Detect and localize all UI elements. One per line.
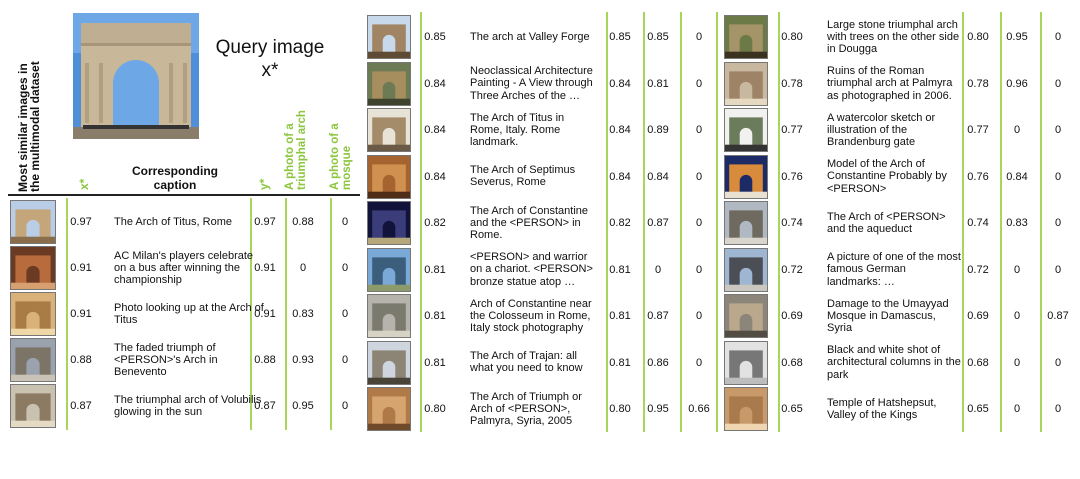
result-thumbnail bbox=[10, 200, 56, 244]
mosque-score: 0 bbox=[1054, 77, 1062, 90]
caption-text: The faded triumph of <PERSON>'s Arch in Benevento bbox=[114, 341, 218, 379]
mosque-score: 0 bbox=[695, 31, 703, 43]
y-star-score: 0.77 bbox=[967, 124, 989, 136]
separator bbox=[643, 12, 645, 432]
header-triumphal-line2: triumphal arch bbox=[296, 110, 308, 190]
triumphal-arch-score: 0 bbox=[1013, 310, 1021, 322]
caption-text: Model of the Arch of Constantine Probably by <PERSON> bbox=[827, 158, 947, 195]
triumphal-arch-score: 0 bbox=[1013, 356, 1021, 369]
header-most-similar-line1: Most similar images in bbox=[16, 63, 30, 192]
header-caption-line1: Corresponding bbox=[132, 164, 218, 178]
mosque-score: 0 bbox=[695, 170, 703, 183]
triumphal-arch-score: 0 bbox=[654, 263, 662, 276]
caption-text: The Arch of Titus, Rome bbox=[114, 216, 232, 228]
header-most-similar bbox=[17, 61, 41, 192]
caption-text: Damage to the Umayyad Mosque in Damascus, Syria bbox=[827, 297, 949, 335]
result-thumbnail bbox=[367, 294, 411, 338]
mosque-score: 0 bbox=[341, 354, 349, 366]
triumphal-arch-score: 0.85 bbox=[647, 31, 669, 43]
x-star-score: 0.84 bbox=[424, 124, 446, 136]
triumphal-arch-score: 0 bbox=[1013, 403, 1021, 415]
y-star-score: 0.97 bbox=[254, 216, 276, 228]
x-star-score: 0.85 bbox=[424, 31, 446, 43]
triumphal-arch-score: 0.87 bbox=[647, 310, 669, 322]
separator bbox=[606, 12, 608, 432]
y-star-score: 0.69 bbox=[967, 310, 989, 322]
caption-text: Ruins of the Roman triumphal arch at Palmyra as photographed in 2006. bbox=[827, 65, 953, 102]
header-rule bbox=[8, 194, 360, 196]
mosque-score: 0.66 bbox=[688, 403, 710, 415]
y-star-score: 0.81 bbox=[609, 356, 631, 369]
separator bbox=[778, 12, 780, 432]
result-thumbnail bbox=[367, 15, 411, 59]
query-title-line2: x* bbox=[261, 60, 279, 81]
caption-text: <PERSON> and warrior on a chariot. <PERSON> bronze statue atop … bbox=[470, 251, 593, 288]
mosque-score: 0 bbox=[1054, 403, 1062, 415]
result-thumbnail bbox=[367, 387, 411, 431]
x-star-score: 0.84 bbox=[424, 170, 446, 183]
caption-text: Neoclassical Architecture Painting - A View through Three Arches of the … bbox=[470, 65, 593, 102]
mosque-score: 0 bbox=[341, 262, 349, 274]
caption-text: The Arch of Septimus Severus, Rome bbox=[470, 164, 576, 189]
y-star-score: 0.84 bbox=[609, 124, 631, 136]
mosque-score: 0 bbox=[1054, 356, 1062, 369]
result-thumbnail bbox=[367, 155, 411, 199]
x-star-score: 0.97 bbox=[70, 216, 92, 228]
x-star-score: 0.80 bbox=[781, 31, 803, 43]
triumphal-arch-score: 0.86 bbox=[647, 356, 669, 369]
mosque-score: 0 bbox=[1054, 170, 1062, 183]
mosque-score: 0 bbox=[341, 400, 349, 412]
result-thumbnail bbox=[367, 108, 411, 152]
result-thumbnail bbox=[367, 248, 411, 292]
mosque-score: 0 bbox=[695, 310, 703, 322]
x-star-score: 0.72 bbox=[781, 263, 803, 276]
y-star-score: 0.82 bbox=[609, 217, 631, 229]
triumphal-arch-score: 0.83 bbox=[292, 308, 314, 320]
x-star-score: 0.69 bbox=[781, 310, 803, 322]
result-thumbnail bbox=[10, 384, 56, 428]
y-star-score: 0.76 bbox=[967, 170, 989, 183]
x-star-score: 0.65 bbox=[781, 403, 803, 415]
triumphal-arch-score: 0 bbox=[299, 262, 307, 274]
result-thumbnail bbox=[367, 201, 411, 245]
y-star-score: 0.85 bbox=[609, 31, 631, 43]
header-triumphal-arch bbox=[284, 110, 308, 190]
y-star-score: 0.88 bbox=[254, 354, 276, 366]
x-star-score: 0.68 bbox=[781, 356, 803, 369]
x-star-score: 0.84 bbox=[424, 77, 446, 90]
header-mosque bbox=[329, 123, 353, 190]
x-star-score: 0.91 bbox=[70, 262, 92, 274]
result-thumbnail bbox=[724, 108, 768, 152]
query-title-line1: Query image bbox=[215, 37, 325, 58]
triumphal-arch-score: 0.89 bbox=[647, 124, 669, 136]
caption-text: Arch of Constantine near the Colosseum in Rome, Italy stock photography bbox=[470, 297, 592, 335]
caption-text: The triumphal arch of Volubilis glowing in the sun bbox=[114, 393, 262, 418]
header-x-star: x* bbox=[77, 178, 91, 190]
mosque-score: 0 bbox=[1054, 217, 1062, 229]
result-thumbnail bbox=[724, 201, 768, 245]
triumphal-arch-score: 0.95 bbox=[292, 400, 314, 412]
header-most-similar-line2: the multimodal dataset bbox=[28, 61, 42, 192]
y-star-score: 0.87 bbox=[254, 400, 276, 412]
y-star-score: 0.91 bbox=[254, 308, 276, 320]
caption-text: The Arch of Titus in Rome, Italy. Rome landmark. bbox=[470, 111, 565, 149]
mosque-score: 0 bbox=[341, 308, 349, 320]
mosque-score: 0 bbox=[1054, 31, 1062, 43]
triumphal-arch-score: 0.84 bbox=[1006, 170, 1028, 183]
separator bbox=[330, 198, 332, 430]
triumphal-arch-score: 0 bbox=[1013, 124, 1021, 136]
result-thumbnail bbox=[724, 387, 768, 431]
mosque-score: 0 bbox=[695, 77, 703, 90]
triumphal-arch-score: 0.95 bbox=[1006, 31, 1028, 43]
separator bbox=[66, 198, 68, 430]
y-star-score: 0.80 bbox=[609, 403, 631, 415]
x-star-score: 0.82 bbox=[424, 217, 446, 229]
y-star-score: 0.84 bbox=[609, 77, 631, 90]
x-star-score: 0.76 bbox=[781, 170, 803, 183]
mosque-score: 0 bbox=[341, 216, 349, 228]
result-thumbnail bbox=[367, 62, 411, 106]
separator bbox=[716, 12, 718, 432]
header-y-star: y* bbox=[257, 178, 271, 190]
caption-text: Black and white shot of architectural columns in the park bbox=[827, 344, 961, 381]
mosque-score: 0 bbox=[695, 263, 703, 276]
result-thumbnail bbox=[10, 292, 56, 336]
caption-text: AC Milan's players celebrate on a bus after winning the championship bbox=[114, 249, 254, 287]
query-image bbox=[73, 13, 199, 139]
x-star-score: 0.81 bbox=[424, 263, 446, 276]
header-caption-line2: caption bbox=[153, 178, 197, 192]
triumphal-arch-score: 0.95 bbox=[647, 403, 669, 415]
caption-text: The Arch of Constantine and the <PERSON> in Rome. bbox=[470, 204, 589, 242]
x-star-score: 0.80 bbox=[424, 403, 446, 415]
separator bbox=[1000, 12, 1002, 432]
result-thumbnail bbox=[724, 155, 768, 199]
x-star-score: 0.88 bbox=[70, 354, 92, 366]
header-caption bbox=[100, 164, 250, 192]
x-star-score: 0.77 bbox=[781, 124, 803, 136]
triumphal-arch-score: 0.81 bbox=[647, 77, 669, 90]
mosque-score: 0 bbox=[695, 124, 703, 136]
mosque-score: 0 bbox=[695, 356, 703, 369]
separator bbox=[285, 198, 287, 430]
x-star-score: 0.87 bbox=[70, 400, 92, 412]
y-star-score: 0.65 bbox=[967, 403, 989, 415]
y-star-score: 0.84 bbox=[609, 170, 631, 183]
separator bbox=[680, 12, 682, 432]
y-star-score: 0.68 bbox=[967, 356, 989, 369]
triumphal-arch-score: 0.87 bbox=[647, 217, 669, 229]
y-star-score: 0.91 bbox=[254, 262, 276, 274]
result-thumbnail bbox=[10, 338, 56, 382]
y-star-score: 0.78 bbox=[967, 77, 989, 90]
triumphal-arch-score: 0.96 bbox=[1006, 77, 1028, 90]
caption-text: The Arch of Triumph or Arch of <PERSON>, Palmyra, Syria, 2005 bbox=[470, 390, 582, 428]
result-thumbnail bbox=[367, 341, 411, 385]
y-star-score: 0.74 bbox=[967, 217, 989, 229]
caption-text: A picture of one of the most famous German landmarks: … bbox=[827, 251, 961, 288]
triumphal-arch-score: 0 bbox=[1013, 263, 1021, 276]
triumphal-arch-score: 0.88 bbox=[292, 216, 314, 228]
y-star-score: 0.81 bbox=[609, 310, 631, 322]
x-star-score: 0.74 bbox=[781, 217, 803, 229]
mosque-score: 0 bbox=[1054, 124, 1062, 136]
mosque-score: 0.87 bbox=[1047, 310, 1069, 322]
result-thumbnail bbox=[724, 62, 768, 106]
y-star-score: 0.81 bbox=[609, 263, 631, 276]
separator bbox=[420, 12, 422, 432]
mosque-score: 0 bbox=[1054, 263, 1062, 276]
y-star-score: 0.80 bbox=[967, 31, 989, 43]
header-triumphal-line1: A photo of a bbox=[284, 123, 296, 190]
separator bbox=[962, 12, 964, 432]
result-thumbnail bbox=[724, 341, 768, 385]
separator bbox=[1040, 12, 1042, 432]
result-thumbnail bbox=[10, 246, 56, 290]
result-thumbnail bbox=[724, 248, 768, 292]
x-star-score: 0.81 bbox=[424, 310, 446, 322]
header-mosque-line2: mosque bbox=[341, 145, 353, 190]
triumphal-arch-score: 0.93 bbox=[292, 354, 314, 366]
caption-text: The arch at Valley Forge bbox=[470, 31, 590, 43]
caption-text: The Arch of Trajan: all what you need to know bbox=[470, 350, 583, 375]
caption-text: Photo looking up at the Arch of Titus bbox=[114, 301, 264, 326]
header-mosque-line1: A photo of a bbox=[329, 123, 341, 190]
query-title bbox=[200, 36, 340, 82]
x-star-score: 0.78 bbox=[781, 77, 803, 90]
x-star-score: 0.81 bbox=[424, 356, 446, 369]
triumphal-arch-score: 0.83 bbox=[1006, 217, 1028, 229]
caption-text: Large stone triumphal arch with trees on the other side in Dougga bbox=[827, 18, 960, 56]
mosque-score: 0 bbox=[695, 217, 703, 229]
x-star-score: 0.91 bbox=[70, 308, 92, 320]
triumphal-arch-score: 0.84 bbox=[647, 170, 669, 183]
result-thumbnail bbox=[724, 15, 768, 59]
caption-text: The Arch of <PERSON> and the aqueduct bbox=[827, 210, 946, 235]
result-thumbnail bbox=[724, 294, 768, 338]
y-star-score: 0.72 bbox=[967, 263, 989, 276]
caption-text: Temple of Hatshepsut, Valley of the Kings bbox=[827, 396, 937, 421]
caption-text: A watercolor sketch or illustration of the Brandenburg gate bbox=[827, 111, 936, 149]
